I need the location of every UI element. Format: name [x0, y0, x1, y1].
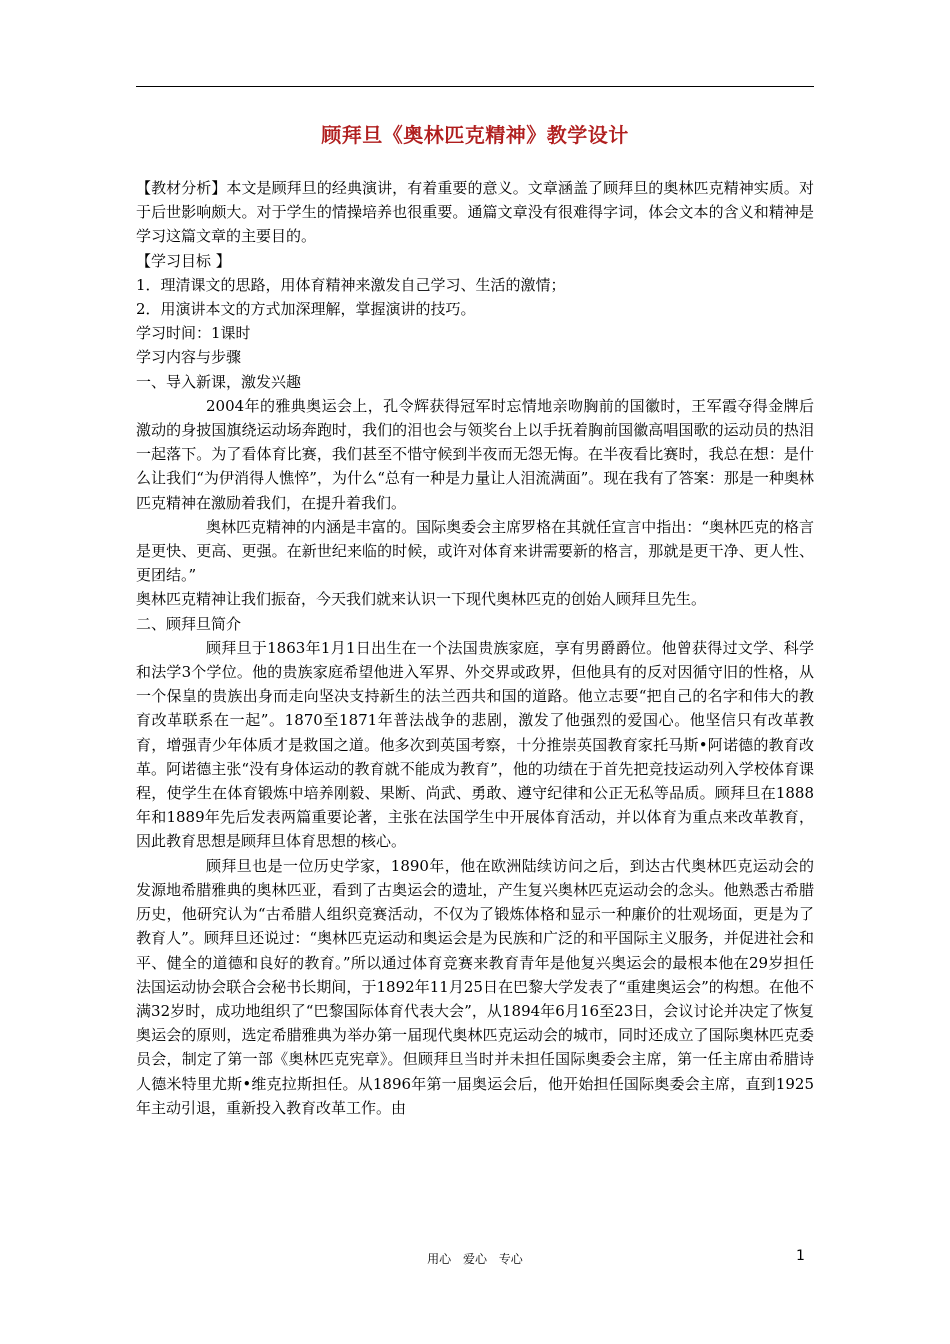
document-body — [136, 176, 814, 1120]
paragraph: 二、顾拜旦简介 — [136, 614, 242, 633]
paragraph: 顾拜旦也是一位历史学家，1890年，他在欧洲陆续访问之后，到达古代奥林匹克运动会的发源地希腊雅典的奥林匹亚，看到了古奥运会的遗址，产生复兴奥林匹克运动会的念头。他熟悉古希腊历史，他研究认为“古希腊人组织竞赛活动，不仅为了锻炼体格和显示一种廉价的壮观场面，更是为了教育人”。顾拜旦还说过：“奥林匹克运动和奥运会是为民族和广泛的和平国际主义服务，并促进社会和平、健全的道德和良好的教育。”所以通过体育竞赛来教育青年是他复兴奥运会的最根本他在29岁担任法国运动协会联合会秘书长期间，于1892年11月25日在巴黎大学发表了“重建奥运会”的构想。在他不满32岁时，成功地组织了“巴黎国际体育代表大会”，从1894年6月16至23日，会议讨论并决定了恢复奥运会的原则，选定希腊雅典为举办第一届现代奥林匹克运动会的城市，同时还成立了国际奥林匹克委员会，制定了第一部《奥林匹克宪章》。但顾拜旦当时并未担任国际奥委会主席，第一任主席由希腊诗人德米特里尤斯•维克拉斯担任。从1896年第一届奥运会后，他开始担任国际奥委会主席，直到1925年主动引退，重新投入教育改革工作。由 — [136, 856, 814, 1117]
paragraph: 1．理清课文的思路，用体育精神来激发自己学习、生活的激情； — [136, 275, 566, 294]
paragraph: 一、导入新课，激发兴趣 — [136, 372, 302, 391]
header-rule — [136, 86, 814, 87]
paragraph: 【教材分析】本文是顾拜旦的经典演讲，有着重要的意义。文章涵盖了顾拜旦的奥林匹克精神实质。对于后世影响颇大。对于学生的情操培养也很重要。通篇文章没有很难得字词，体会文本的含义和精神是学习这篇文章的主要目的。 — [136, 179, 814, 246]
paragraph: 学习内容与步骤 — [136, 348, 242, 367]
paragraph: 2．用演讲本文的方式加深理解，掌握演讲的技巧。 — [136, 300, 476, 319]
paragraph: 【学习目标 】 — [136, 251, 231, 270]
paragraph: 2004年的雅典奥运会上，孔令辉获得冠军时忘情地亲吻胸前的国徽时，王军霞夺得金牌后激动的身披国旗绕运动场奔跑时，我们的泪也会与领奖台上以手抚着胸前国徽高唱国歌的运动员的热泪一起落下。为了看体育比赛，我们甚至不惜守候到半夜而无怨无悔。在半夜看比赛时，我总在想：是什么让我们“为伊消得人憔悴”，为什么“总有一种是力量让人泪流满面”。现在我有了答案：那是一种奥林匹克精神在激励着我们，在提升着我们。 — [136, 396, 814, 512]
footer-motto: 用心 爱心 专心 — [427, 1252, 523, 1266]
page-number: 1 — [796, 1248, 805, 1264]
paragraph: 顾拜旦于1863年1月1日出生在一个法国贵族家庭，享有男爵爵位。他曾获得过文学、科学和法学3个学位。他的贵族家庭希望他进入军界、外交界或政界，但他具有的反对因循守旧的性格，从一个保皇的贵族出身而走向坚决支持新生的法兰西共和国的道路。他立志要“把自己的名字和伟大的教育改革联系在一起”。1870至1871年普法战争的悲剧，激发了他强烈的爱国心。他坚信只有改革教育，增强青少年体质才是救国之道。他多次到英国考察，十分推崇英国教育家托马斯•阿诺德的教育改革。阿诺德主张“没有身体运动的教育就不能成为教育”，他的功绩在于首先把竞技运动列入学校体育课程，使学生在体育锻炼中培养刚毅、果断、尚武、勇敢、遵守纪律和公正无私等品质。顾拜旦在1888年和1889年先后发表两篇重要论著，主张在法国学生中开展体育活动，并以体育为重点来改革教育，因此教育思想是顾拜旦体育思想的核心。 — [136, 638, 814, 851]
paragraph: 奥林匹克精神让我们振奋，今天我们就来认识一下现代奥林匹克的创始人顾拜旦先生。 — [136, 590, 707, 609]
page-title: 顾拜旦《奥林匹克精神》教学设计 — [321, 123, 629, 147]
paragraph: 学习时间：1课时 — [136, 324, 251, 343]
paragraph: 奥林匹克精神的内涵是丰富的。国际奥委会主席罗格在其就任宣言中指出：“奥林匹克的格言是更快、更高、更强。在新世纪来临的时候，或许对体育来讲需要新的格言，那就是更干净、更人性、更团结。” — [136, 517, 814, 585]
